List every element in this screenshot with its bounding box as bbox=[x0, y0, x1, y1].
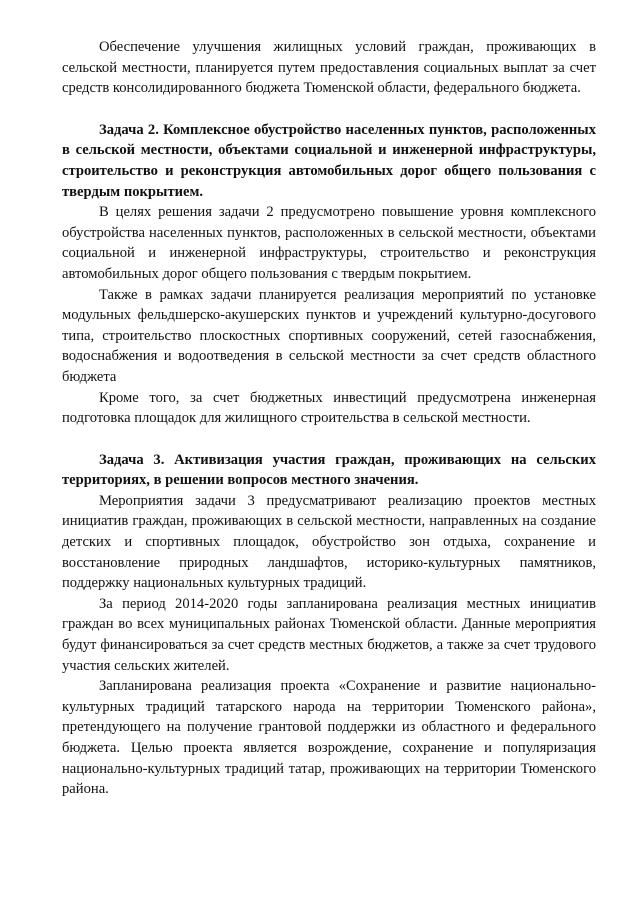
paragraph-task-2-goal: В целях решения задачи 2 предусмотрено повышение уровня комплексного обустройства населенных пунктов, расположенных в сельской местности, объектами социальной и инженерной инфраструктуры, строительство и реконструкция автомобильных дорог общего пользования с твердым покрытием. bbox=[62, 204, 596, 282]
document-page bbox=[62, 37, 596, 800]
task-2-heading: Задача 2. Комплексное обустройство населенных пунктов, расположенных в сельской местности, объектами социальной и инженерной инфраструктуры, строительство и реконструкция автомобильных дорог общего пользования с твердым покрытием. bbox=[62, 121, 596, 200]
paragraph-task-3-project: Запланирована реализация проекта «Сохранение и развитие национально-культурных традиций татарского народа на территории Тюменского района», претендующего на получение грантовой поддержки из областного и федерального бюджета. Целью проекта является возрождение, сохранение и популяризация национально-культурных традиций татар, проживающих на территории Тюменского района. bbox=[62, 678, 596, 798]
task-3-heading: Задача 3. Активизация участия граждан, проживающих на сельских территориях, в решении вопросов местного значения. bbox=[62, 451, 596, 489]
paragraph-task-3-period: За период 2014-2020 годы запланирована реализация местных инициатив граждан во всех муниципальных районах Тюменской области. Данные мероприятия будут финансироваться за счет средств местных бюджетов, а также за счет трудового участия сельских жителей. bbox=[62, 595, 596, 674]
paragraph-housing-conditions: Обеспечение улучшения жилищных условий граждан, проживающих в сельской местности, планируется путем предоставления социальных выплат за счет средств консолидированного бюджета Тюменской области, федерального бюджета. bbox=[62, 39, 596, 97]
paragraph-task-2-investments: Кроме того, за счет бюджетных инвестиций предусмотрена инженерная подготовка площадок для жилищного строительства в сельской местности. bbox=[62, 389, 596, 427]
paragraph-task-2-measures: Также в рамках задачи планируется реализация мероприятий по установке модульных фельдшерско-акушерских пунктов и учреждений культурно-досугового типа, строительство плоскостных спортивных сооружений, сетей газоснабжения, водоснабжения и водоотведения в сельской местности за счет средств областного бюджета bbox=[62, 286, 596, 385]
paragraph-task-3-measures: Мероприятия задачи 3 предусматривают реализацию проектов местных инициатив граждан, проживающих в сельской местности, направленных на создание детских и спортивных площадок, обустройство зон отдыха, сохранение и восстановление природных ландшафтов, историко-культурных памятников, поддержку национальных культурных традиций. bbox=[62, 492, 596, 592]
